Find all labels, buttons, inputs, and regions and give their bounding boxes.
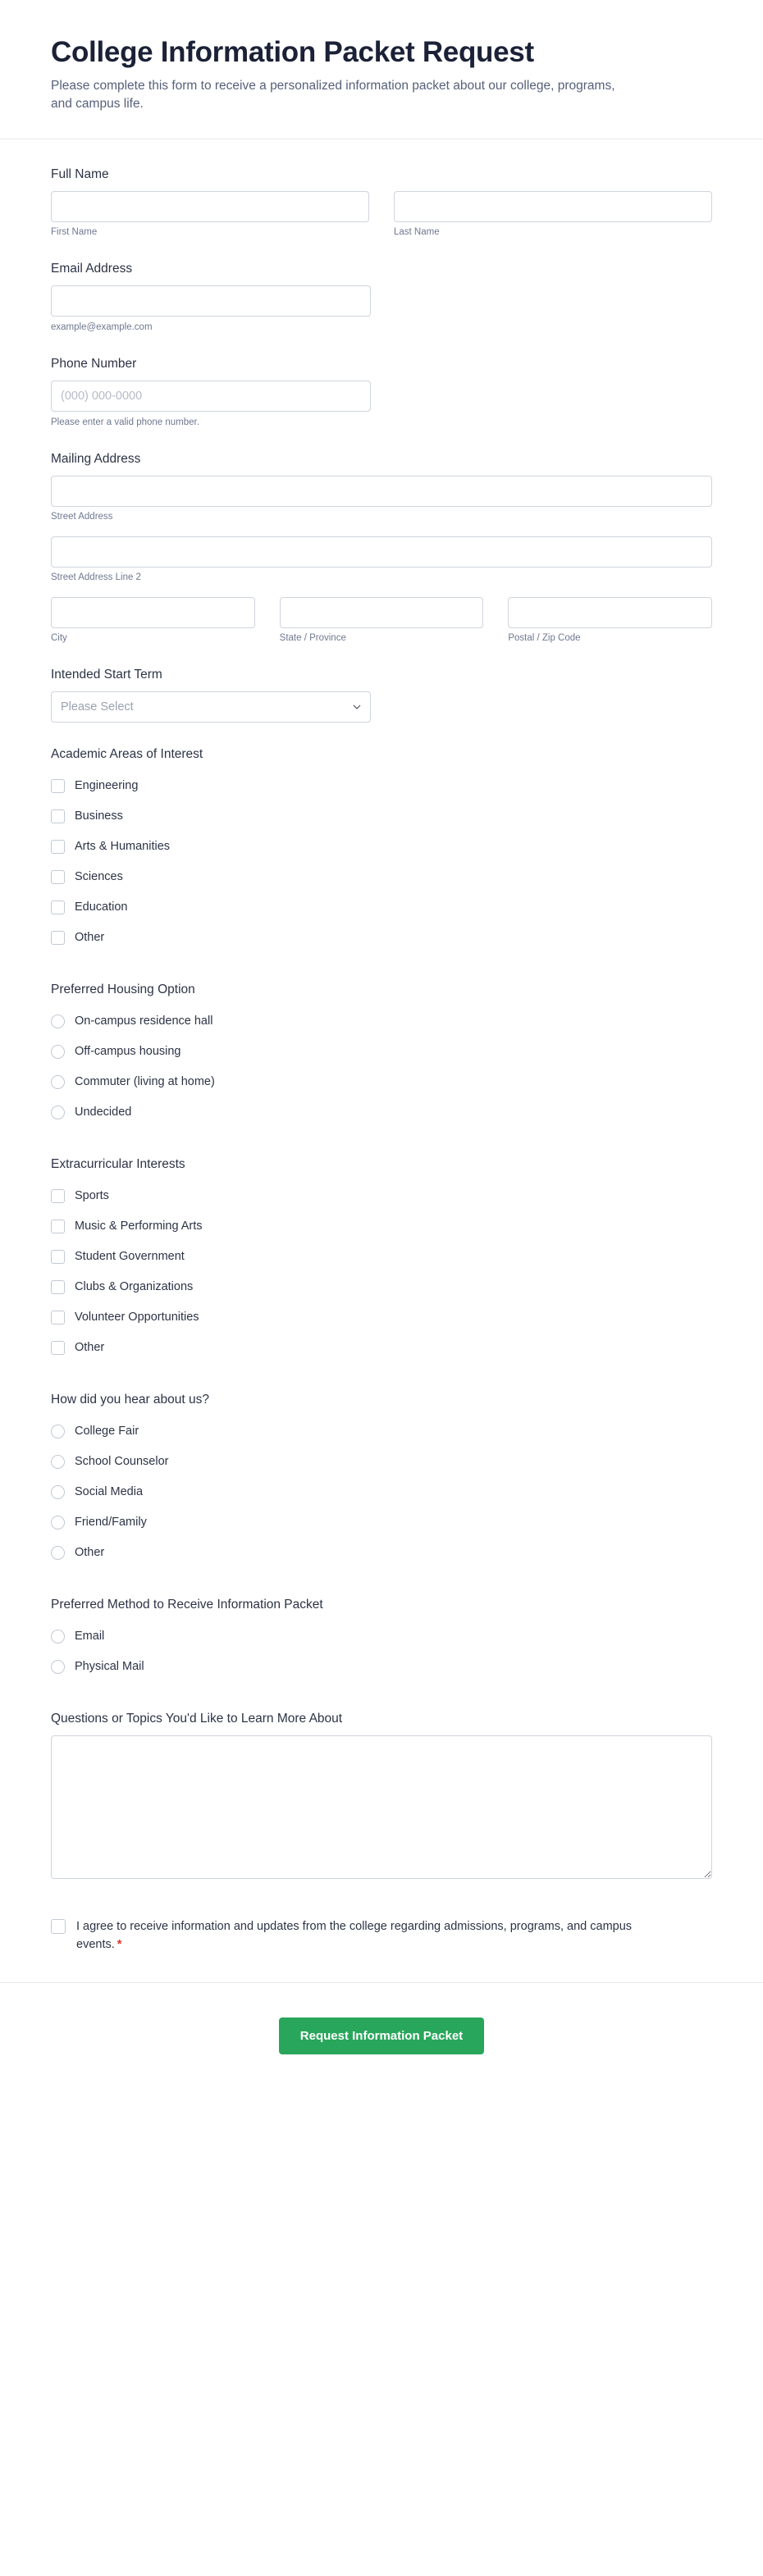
phone-hint: Please enter a valid phone number. — [51, 417, 199, 427]
field-extracurricular — [51, 1157, 712, 1363]
option-label: Commuter (living at home) — [75, 1075, 215, 1089]
option-label: Other — [75, 1341, 105, 1355]
radio-row[interactable] — [51, 1652, 712, 1682]
last-name-sublabel: Last Name — [394, 226, 440, 237]
street-address-sublabel: Street Address — [51, 511, 113, 522]
radio-row[interactable] — [51, 1477, 712, 1507]
radio-icon[interactable] — [51, 1106, 65, 1119]
academic-interests-label: Academic Areas of Interest — [51, 746, 203, 761]
questions-group — [51, 1735, 712, 1883]
checkbox-row[interactable] — [51, 1242, 712, 1272]
first-name-input[interactable] — [51, 191, 369, 222]
checkbox-icon[interactable] — [51, 779, 65, 793]
radio-row[interactable] — [51, 1006, 712, 1037]
state-province-sublabel: State / Province — [279, 632, 346, 643]
postal-code-input[interactable] — [508, 597, 712, 628]
field-email — [51, 262, 712, 332]
radio-row[interactable] — [51, 1067, 712, 1097]
email-label: Email Address — [51, 261, 133, 276]
option-label: Friend/Family — [75, 1516, 147, 1530]
first-name-group — [51, 191, 369, 237]
option-label: Student Government — [75, 1250, 185, 1264]
email-group — [51, 285, 371, 332]
checkbox-row[interactable] — [51, 1272, 712, 1302]
field-delivery-method — [51, 1598, 712, 1682]
email-hint: example@example.com — [51, 321, 153, 332]
checkbox-icon[interactable] — [51, 840, 65, 854]
radio-icon[interactable] — [51, 1075, 65, 1089]
checkbox-row[interactable] — [51, 892, 712, 923]
form-body — [0, 139, 763, 1954]
questions-textarea[interactable] — [51, 1735, 712, 1879]
checkbox-row[interactable] — [51, 1181, 712, 1211]
full-name-label: Full Name — [51, 166, 109, 181]
delivery-method-label: Preferred Method to Receive Information Packet — [51, 1597, 323, 1612]
checkbox-row[interactable] — [51, 1333, 712, 1363]
consent-row[interactable] — [51, 1917, 712, 1954]
city-input[interactable] — [51, 597, 255, 628]
radio-icon[interactable] — [51, 1425, 65, 1438]
consent-checkbox-icon[interactable] — [51, 1919, 66, 1934]
start-term-label: Intended Start Term — [51, 667, 162, 682]
option-label: College Fair — [75, 1425, 139, 1438]
option-label: On-campus residence hall — [75, 1014, 213, 1028]
radio-icon[interactable] — [51, 1630, 65, 1644]
option-label: Social Media — [75, 1485, 144, 1499]
checkbox-icon[interactable] — [51, 900, 65, 914]
last-name-input[interactable] — [394, 191, 712, 222]
page-title: College Information Packet Request — [51, 36, 534, 68]
checkbox-row[interactable] — [51, 832, 712, 862]
checkbox-icon[interactable] — [51, 1189, 65, 1203]
field-referral — [51, 1393, 712, 1568]
checkbox-icon[interactable] — [51, 809, 65, 823]
checkbox-icon[interactable] — [51, 1280, 65, 1294]
radio-row[interactable] — [51, 1416, 712, 1447]
radio-row[interactable] — [51, 1097, 712, 1128]
radio-icon[interactable] — [51, 1485, 65, 1499]
email-field[interactable] — [51, 285, 371, 317]
field-full-name — [51, 167, 712, 237]
extracurricular-list — [51, 1181, 712, 1363]
radio-icon[interactable] — [51, 1045, 65, 1059]
academic-interests-list — [51, 771, 712, 953]
option-label: Email — [75, 1630, 105, 1644]
checkbox-icon[interactable] — [51, 1311, 65, 1324]
option-label: School Counselor — [75, 1455, 169, 1469]
checkbox-row[interactable] — [51, 862, 712, 892]
checkbox-icon[interactable] — [51, 1220, 65, 1233]
option-label: Education — [75, 900, 128, 914]
option-label: Arts & Humanities — [75, 840, 171, 854]
checkbox-row[interactable] — [51, 1302, 712, 1333]
radio-row[interactable] — [51, 1507, 712, 1538]
phone-field[interactable] — [51, 381, 371, 412]
form-footer — [0, 1982, 763, 2104]
extracurricular-label: Extracurricular Interests — [51, 1156, 185, 1171]
radio-row[interactable] — [51, 1447, 712, 1477]
checkbox-row[interactable] — [51, 923, 712, 953]
street-group — [51, 476, 712, 522]
start-term-select-wrap — [51, 691, 371, 723]
radio-icon[interactable] — [51, 1455, 65, 1469]
option-label: Engineering — [75, 779, 139, 793]
referral-list — [51, 1416, 712, 1568]
radio-icon[interactable] — [51, 1660, 65, 1674]
radio-row[interactable] — [51, 1538, 712, 1568]
start-term-select[interactable] — [51, 691, 371, 723]
housing-label: Preferred Housing Option — [51, 982, 195, 996]
first-name-sublabel: First Name — [51, 226, 98, 237]
option-label: Volunteer Opportunities — [75, 1311, 199, 1324]
option-label: Other — [75, 1546, 105, 1560]
city-state-postal-row — [51, 597, 712, 643]
field-housing — [51, 983, 712, 1128]
checkbox-icon[interactable] — [51, 1250, 65, 1264]
radio-icon[interactable] — [51, 1014, 65, 1028]
consent-text — [76, 1917, 651, 1954]
option-label: Undecided — [75, 1106, 132, 1119]
checkbox-icon[interactable] — [51, 870, 65, 884]
radio-icon[interactable] — [51, 1546, 65, 1560]
state-province-input[interactable] — [280, 597, 484, 628]
street-address-2-sublabel: Street Address Line 2 — [51, 572, 141, 582]
option-label: Off-campus housing — [75, 1045, 181, 1059]
checkbox-row[interactable] — [51, 1211, 712, 1242]
option-label: Other — [75, 931, 105, 945]
checkbox-row[interactable] — [51, 801, 712, 832]
city-sublabel: City — [51, 632, 67, 643]
option-label: Sports — [75, 1189, 109, 1203]
address-label: Mailing Address — [51, 451, 141, 466]
referral-label: How did you hear about us? — [51, 1392, 210, 1407]
city-group — [51, 597, 255, 643]
checkbox-icon[interactable] — [51, 1341, 65, 1355]
radio-icon[interactable] — [51, 1516, 65, 1530]
postal-code-sublabel: Postal / Zip Code — [508, 632, 581, 643]
page-subtitle: Please complete this form to receive a personalized information packet about our college, programs, and campus life. — [51, 79, 615, 112]
delivery-method-list — [51, 1621, 712, 1682]
questions-label: Questions or Topics You'd Like to Learn More About — [51, 1711, 343, 1726]
postal-group — [508, 597, 712, 643]
housing-list — [51, 1006, 712, 1128]
option-label: Physical Mail — [75, 1660, 144, 1674]
option-label: Business — [75, 809, 123, 823]
option-label: Sciences — [75, 870, 123, 884]
radio-row[interactable] — [51, 1037, 712, 1067]
last-name-group — [394, 191, 712, 237]
consent-label: I agree to receive information and updates from the college regarding admissions, programs, and campus events. — [76, 1919, 633, 1952]
submit-button[interactable]: Request Information Packet — [279, 2017, 484, 2054]
field-start-term — [51, 668, 712, 723]
field-academic-interests — [51, 747, 712, 953]
street2-group — [51, 536, 712, 582]
phone-label: Phone Number — [51, 356, 137, 371]
checkbox-icon[interactable] — [51, 931, 65, 945]
state-group — [280, 597, 484, 643]
radio-row[interactable] — [51, 1621, 712, 1652]
field-mailing-address — [51, 452, 712, 643]
street-address-input[interactable] — [51, 476, 712, 507]
phone-group — [51, 381, 371, 427]
field-phone — [51, 357, 712, 427]
checkbox-row[interactable] — [51, 771, 712, 801]
form-header — [0, 0, 763, 139]
full-name-row — [51, 191, 712, 237]
required-marker: * — [117, 1938, 122, 1952]
option-label: Music & Performing Arts — [75, 1220, 203, 1233]
street-address-2-input[interactable] — [51, 536, 712, 568]
option-label: Clubs & Organizations — [75, 1280, 194, 1294]
field-questions — [51, 1712, 712, 1883]
